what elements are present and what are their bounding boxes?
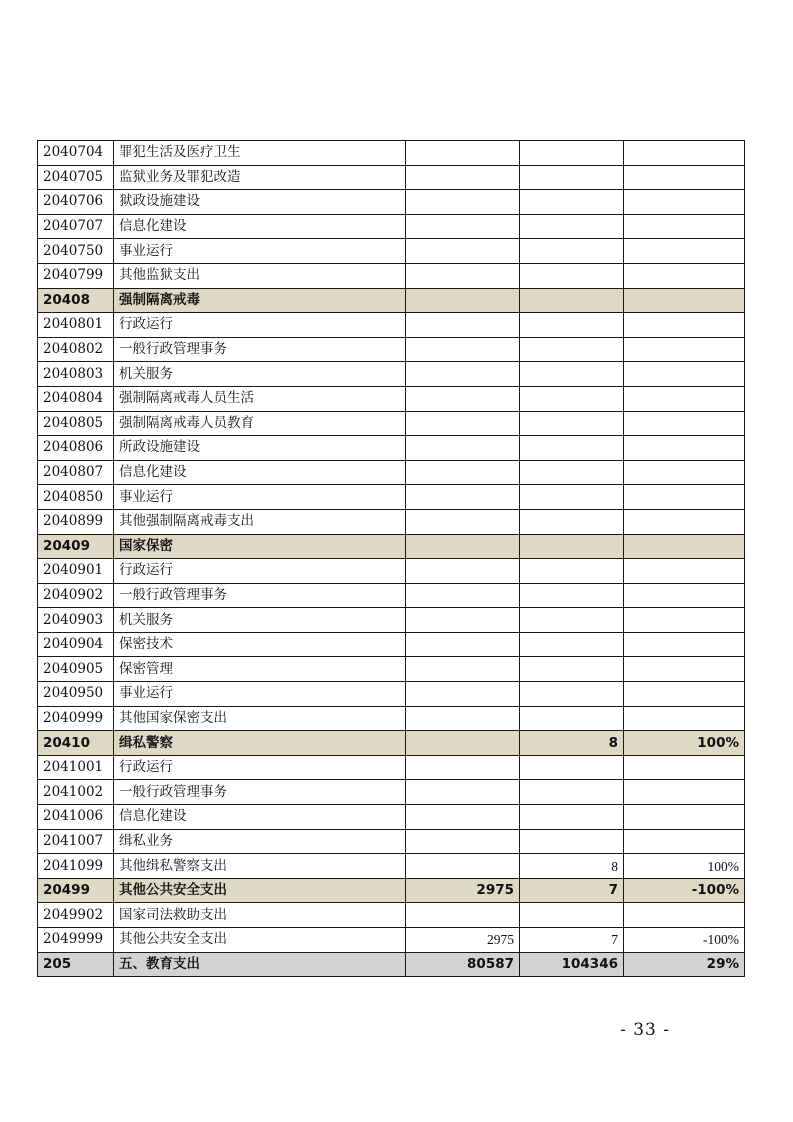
change-percent-cell [624,460,745,485]
table-row [38,386,745,411]
code-cell: 2040805 [38,411,114,436]
code-cell: 2040801 [38,313,114,338]
change-percent-cell [624,362,745,387]
change-percent-cell: -100% [624,878,745,903]
name-cell: 国家保密 [114,534,406,559]
table-body [38,141,745,977]
amount-a-cell [406,509,520,534]
name-cell: 信息化建设 [114,460,406,485]
name-cell: 机关服务 [114,362,406,387]
code-cell: 2049902 [38,903,114,928]
table-row [38,780,745,805]
change-percent-cell [624,337,745,362]
name-cell: 其他缉私警察支出 [114,854,406,879]
amount-b-cell: 7 [520,928,624,953]
change-percent-cell [624,386,745,411]
amount-a-cell [406,559,520,584]
table-row [38,509,745,534]
amount-b-cell: 8 [520,854,624,879]
amount-b-cell [520,411,624,436]
amount-a-cell [406,780,520,805]
code-cell: 2040899 [38,509,114,534]
name-cell: 罪犯生活及医疗卫生 [114,141,406,166]
amount-b-cell [520,214,624,239]
amount-a-cell [406,239,520,264]
change-percent-cell [624,214,745,239]
change-percent-cell [624,805,745,830]
code-cell: 2040799 [38,263,114,288]
name-cell: 强制隔离戒毒人员教育 [114,411,406,436]
table-row [38,583,745,608]
table-row [38,903,745,928]
name-cell: 事业运行 [114,682,406,707]
code-cell: 20499 [38,878,114,903]
name-cell: 保密技术 [114,632,406,657]
amount-a-cell [406,485,520,510]
change-percent-cell [624,559,745,584]
name-cell: 国家司法救助支出 [114,903,406,928]
amount-a-cell [406,805,520,830]
amount-a-cell: 2975 [406,928,520,953]
amount-b-cell [520,190,624,215]
name-cell: 狱政设施建设 [114,190,406,215]
name-cell: 保密管理 [114,657,406,682]
amount-a-cell [406,854,520,879]
amount-a-cell [406,263,520,288]
amount-a-cell [406,411,520,436]
table-row [38,411,745,436]
name-cell: 其他强制隔离戒毒支出 [114,509,406,534]
table-row [38,313,745,338]
change-percent-cell [624,780,745,805]
category-row [38,534,745,559]
amount-a-cell [406,755,520,780]
name-cell: 一般行政管理事务 [114,337,406,362]
code-cell: 2041006 [38,805,114,830]
name-cell: 一般行政管理事务 [114,780,406,805]
amount-b-cell [520,239,624,264]
amount-a-cell [406,288,520,313]
table-row [38,436,745,461]
table-row [38,755,745,780]
amount-a-cell [406,657,520,682]
code-cell: 20409 [38,534,114,559]
change-percent-cell [624,509,745,534]
table-row [38,608,745,633]
code-cell: 2040950 [38,682,114,707]
name-cell: 一般行政管理事务 [114,583,406,608]
code-cell: 2041002 [38,780,114,805]
name-cell: 缉私警察 [114,731,406,756]
amount-a-cell [406,190,520,215]
amount-b-cell [520,263,624,288]
amount-a-cell [406,583,520,608]
amount-b-cell [520,534,624,559]
code-cell: 205 [38,952,114,977]
amount-a-cell [406,682,520,707]
amount-a-cell [406,214,520,239]
code-cell: 2040705 [38,165,114,190]
amount-b-cell [520,706,624,731]
name-cell: 监狱业务及罪犯改造 [114,165,406,190]
code-cell: 2041099 [38,854,114,879]
amount-a-cell [406,460,520,485]
table-row [38,928,745,953]
amount-a-cell [406,534,520,559]
amount-b-cell [520,632,624,657]
table-row [38,362,745,387]
amount-b-cell [520,141,624,166]
amount-b-cell [520,165,624,190]
amount-b-cell [520,509,624,534]
change-percent-cell [624,755,745,780]
page-number: - 33 - [620,1020,670,1040]
table-row [38,805,745,830]
change-percent-cell [624,239,745,264]
change-percent-cell: -100% [624,928,745,953]
change-percent-cell [624,411,745,436]
change-percent-cell [624,485,745,510]
amount-b-cell [520,829,624,854]
table-row [38,141,745,166]
code-cell: 2040707 [38,214,114,239]
change-percent-cell [624,706,745,731]
table-row [38,460,745,485]
budget-table [37,140,745,977]
name-cell: 五、教育支出 [114,952,406,977]
amount-a-cell [406,337,520,362]
change-percent-cell [624,682,745,707]
amount-b-cell [520,903,624,928]
amount-b-cell: 104346 [520,952,624,977]
code-cell: 2041007 [38,829,114,854]
amount-a-cell [406,903,520,928]
table-row [38,337,745,362]
name-cell: 行政运行 [114,313,406,338]
code-cell: 20408 [38,288,114,313]
code-cell: 2040903 [38,608,114,633]
amount-a-cell [406,165,520,190]
name-cell: 事业运行 [114,485,406,510]
name-cell: 强制隔离戒毒人员生活 [114,386,406,411]
change-percent-cell [624,829,745,854]
code-cell: 2040905 [38,657,114,682]
amount-b-cell [520,682,624,707]
table-row [38,239,745,264]
code-cell: 2040804 [38,386,114,411]
name-cell: 行政运行 [114,755,406,780]
amount-b-cell [520,460,624,485]
amount-a-cell: 80587 [406,952,520,977]
name-cell: 行政运行 [114,559,406,584]
table-row [38,854,745,879]
amount-b-cell [520,608,624,633]
code-cell: 2040803 [38,362,114,387]
amount-b-cell: 7 [520,878,624,903]
name-cell: 其他监狱支出 [114,263,406,288]
change-percent-cell [624,657,745,682]
code-cell: 2040802 [38,337,114,362]
table-row [38,559,745,584]
table-row [38,829,745,854]
table-row [38,485,745,510]
change-percent-cell: 29% [624,952,745,977]
name-cell: 其他公共安全支出 [114,878,406,903]
amount-b-cell [520,288,624,313]
amount-a-cell [406,362,520,387]
category-row [38,878,745,903]
table-row [38,165,745,190]
amount-a-cell [406,141,520,166]
change-percent-cell [624,583,745,608]
change-percent-cell [624,165,745,190]
code-cell: 2040706 [38,190,114,215]
table-row [38,214,745,239]
code-cell: 2040750 [38,239,114,264]
change-percent-cell: 100% [624,854,745,879]
total-row [38,952,745,977]
name-cell: 信息化建设 [114,214,406,239]
amount-a-cell [406,386,520,411]
name-cell: 缉私业务 [114,829,406,854]
amount-a-cell [406,313,520,338]
amount-b-cell: 8 [520,731,624,756]
change-percent-cell [624,436,745,461]
amount-a-cell: 2975 [406,878,520,903]
amount-a-cell [406,632,520,657]
code-cell: 2040999 [38,706,114,731]
change-percent-cell [624,263,745,288]
amount-a-cell [406,608,520,633]
amount-b-cell [520,313,624,338]
code-cell: 2040704 [38,141,114,166]
table-row [38,632,745,657]
table-row [38,190,745,215]
change-percent-cell: 100% [624,731,745,756]
code-cell: 2040807 [38,460,114,485]
amount-b-cell [520,657,624,682]
amount-a-cell [406,706,520,731]
table-row [38,706,745,731]
amount-b-cell [520,559,624,584]
code-cell: 2041001 [38,755,114,780]
code-cell: 2040850 [38,485,114,510]
code-cell: 2040901 [38,559,114,584]
amount-b-cell [520,386,624,411]
change-percent-cell [624,632,745,657]
name-cell: 事业运行 [114,239,406,264]
amount-b-cell [520,583,624,608]
category-row [38,731,745,756]
table-row [38,263,745,288]
amount-a-cell [406,436,520,461]
table-row [38,682,745,707]
amount-b-cell [520,805,624,830]
amount-b-cell [520,755,624,780]
change-percent-cell [624,608,745,633]
amount-a-cell [406,731,520,756]
change-percent-cell [624,141,745,166]
change-percent-cell [624,190,745,215]
name-cell: 强制隔离戒毒 [114,288,406,313]
code-cell: 20410 [38,731,114,756]
name-cell: 信息化建设 [114,805,406,830]
change-percent-cell [624,903,745,928]
amount-a-cell [406,829,520,854]
amount-b-cell [520,337,624,362]
change-percent-cell [624,534,745,559]
amount-b-cell [520,362,624,387]
change-percent-cell [624,288,745,313]
category-row [38,288,745,313]
amount-b-cell [520,485,624,510]
table-row [38,657,745,682]
name-cell: 所政设施建设 [114,436,406,461]
code-cell: 2049999 [38,928,114,953]
code-cell: 2040806 [38,436,114,461]
change-percent-cell [624,313,745,338]
name-cell: 机关服务 [114,608,406,633]
code-cell: 2040904 [38,632,114,657]
name-cell: 其他国家保密支出 [114,706,406,731]
amount-b-cell [520,436,624,461]
code-cell: 2040902 [38,583,114,608]
amount-b-cell [520,780,624,805]
name-cell: 其他公共安全支出 [114,928,406,953]
